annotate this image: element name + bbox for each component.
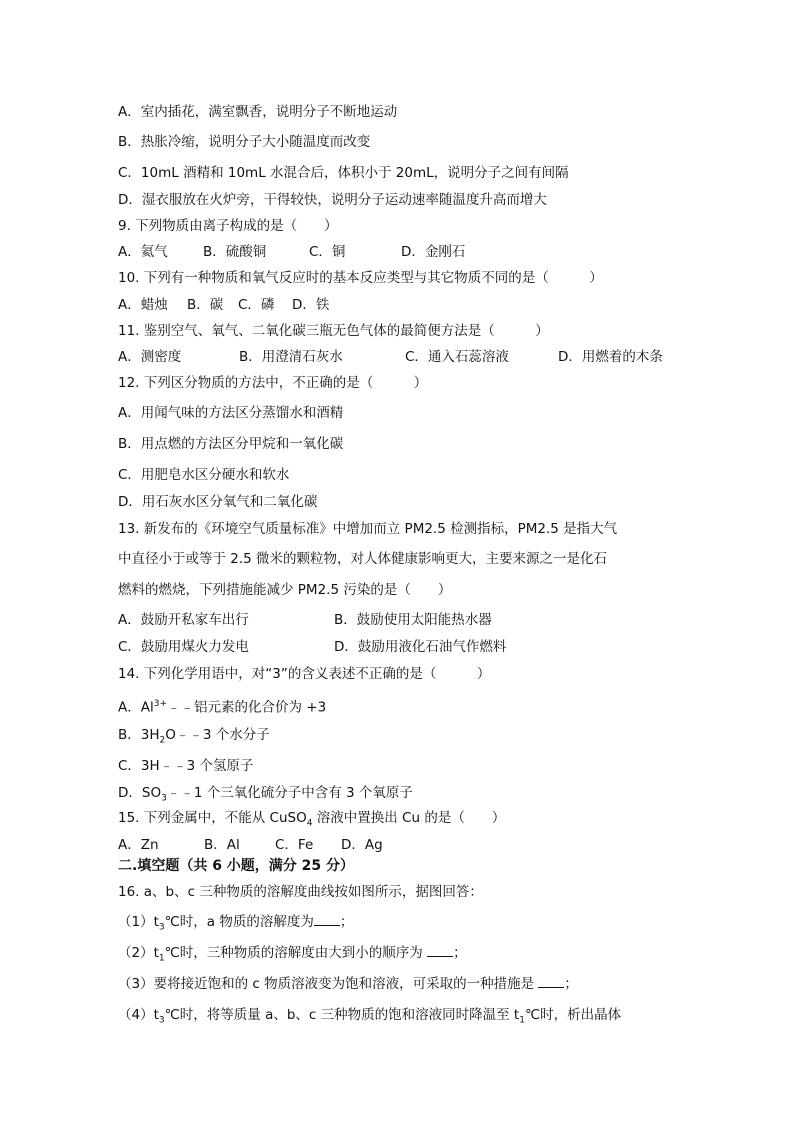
- q11-stem: 11. 鉴别空气、氧气、二氧化碳三瓶无色气体的最简便方法是（ ）: [118, 323, 549, 339]
- q15-option-a: A．Zn: [118, 837, 159, 853]
- q9-options: [118, 243, 465, 261]
- q13-stem-line-2: 中直径小于或等于 2.5 微米的颗粒物，对人体健康影响更大，主要来源之一是化石: [118, 551, 608, 567]
- q11-option-c: C．通入石蕊溶液: [405, 349, 509, 365]
- q8-option-c: C．10mL 酒精和 10mL 水混合后，体积小于 20mL，说明分子之间有间隔: [118, 165, 569, 181]
- q10-option-a: A．蜡烛: [118, 297, 168, 313]
- q16-part-1: $(1)t_3℃$时，a 物质的溶解度为 ；: [118, 914, 354, 933]
- q9-option-c: C．铜: [309, 244, 346, 260]
- q14-option-b: B．$3H_2O﹣﹣3$ 个水分子: [118, 727, 270, 746]
- q14-option-d: D．$SO_3﹣﹣1$ 个三氧化硫分子中含有 3 个氧原子: [118, 785, 413, 804]
- q12-option-a: A．用闻气味的方法区分蒸馏水和酒精: [118, 405, 344, 421]
- q9-option-d: D．金刚石: [401, 244, 466, 260]
- q15-option-c: C．Fe: [275, 837, 314, 853]
- q11-options: [118, 348, 663, 366]
- q14-option-a: A．$Al^{3+}﹣﹣$铝元素的化合价为 +3: [118, 699, 327, 716]
- q11-option-b: B．用澄清石灰水: [239, 349, 343, 365]
- q16-part-3: （3）要将接近饱和的 c 物质溶液变为饱和溶液，可采取的一种措施是 ；: [118, 976, 578, 992]
- q12-option-c: C．用肥皂水区分硬水和软水: [118, 467, 290, 483]
- answer-blank[interactable]: [538, 975, 564, 988]
- answer-blank[interactable]: [314, 913, 340, 926]
- q14-stem: 14. 下列化学用语中，对“3”的含义表述不正确的是（ ）: [118, 666, 491, 682]
- q16-part-4: $(4)t_3℃$时，将等质量 a、b、c 三种物质的饱和溶液同时降温至 $t_1℃$时，析出晶体: [118, 1007, 622, 1026]
- q15-option-d: D．Ag: [341, 837, 383, 853]
- q13-option-c: C．鼓励用煤火力发电: [118, 639, 249, 655]
- q11-option-a: A．测密度: [118, 349, 182, 365]
- q13-option-d: D．鼓励用液化石油气作燃料: [334, 639, 507, 655]
- q10-options: [118, 296, 329, 314]
- q16-part-2: $(2)t_1℃$时，三种物质的溶解度由大到小的顺序为 ；: [118, 945, 467, 964]
- q15-options: [118, 836, 383, 854]
- q9-option-a: A．氦气: [118, 244, 168, 260]
- q13-stem-line-3: 燃料的燃烧，下列措施能减少 PM2.5 污染的是（ ）: [118, 582, 452, 598]
- q8-option-d: D．湿衣服放在火炉旁，干得较快，说明分子运动速率随温度升高而增大: [118, 192, 547, 208]
- q10-stem: 10. 下列有一种物质和氧气反应时的基本反应类型与其它物质不同的是（ ）: [118, 270, 603, 286]
- q8-option-b: B．热胀冷缩，说明分子大小随温度而改变: [118, 134, 371, 150]
- answer-blank[interactable]: [427, 944, 453, 957]
- q14-option-c: C．3H﹣﹣3 个氢原子: [118, 758, 254, 774]
- section-heading-fill-in: 二.填空题（共 6 小题，满分 25 分）: [118, 858, 355, 874]
- q16-stem: 16. a、b、c 三种物质的溶解度曲线按如图所示，据图回答：: [118, 884, 483, 900]
- q15-stem: 15. 下列金属中，不能从 CuSO$_4$ 溶液中置换出 Cu 的是（ ）: [118, 810, 506, 829]
- q10-option-d: D．铁: [292, 297, 330, 313]
- q13-options-row-2: [118, 638, 506, 656]
- q13-stem-line-1: 13. 新发布的《环境空气质量标准》中增加而立 PM2.5 检测指标，PM2.5 是指大气: [118, 521, 618, 537]
- q12-option-d: D．用石灰水区分氧气和二氧化碳: [118, 494, 318, 510]
- q12-option-b: B．用点燃的方法区分甲烷和一氧化碳: [118, 436, 344, 452]
- q15-option-b: B．Al: [204, 837, 240, 853]
- q13-option-a: A．鼓励开私家车出行: [118, 612, 249, 628]
- q9-stem: 9. 下列物质由离子构成的是（ ）: [118, 218, 338, 234]
- q8-option-a: A．室内插花，满室飘香，说明分子不断地运动: [118, 104, 398, 120]
- q13-options-row-1: [118, 611, 492, 629]
- q11-option-d: D．用燃着的木条: [558, 349, 663, 365]
- q10-option-c: C．磷: [238, 297, 275, 313]
- q12-stem: 12. 下列区分物质的方法中，不正确的是（ ）: [118, 375, 428, 391]
- q9-option-b: B．硫酸铜: [203, 244, 267, 260]
- q10-option-b: B．碳: [187, 297, 224, 313]
- q13-option-b: B．鼓励使用太阳能热水器: [334, 612, 492, 628]
